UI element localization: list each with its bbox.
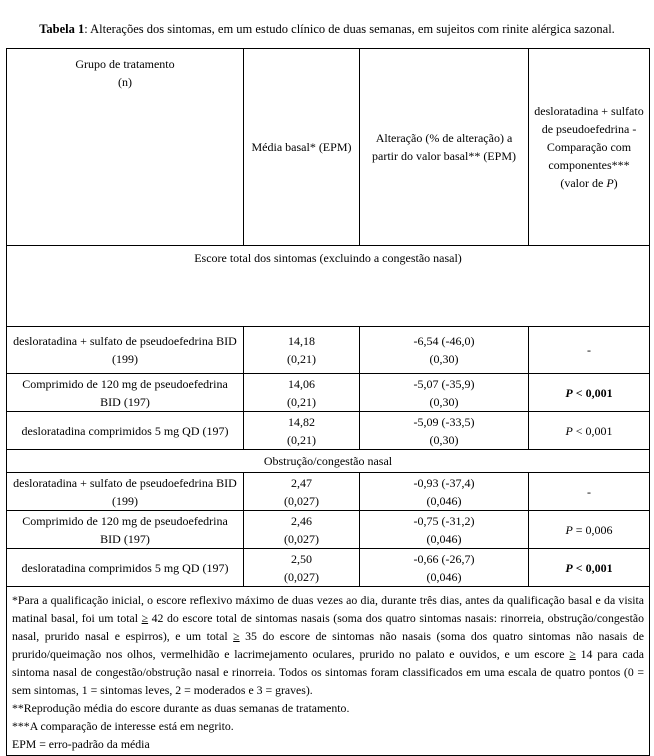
footnotes <box>7 587 650 756</box>
p-cell <box>529 549 650 587</box>
mean-value: 2,47 <box>291 475 312 490</box>
results-table <box>6 48 650 756</box>
notes-row <box>7 587 650 756</box>
change-value: -5,09 (-33,5) <box>413 414 475 429</box>
section-row <box>7 450 650 473</box>
change-value: -5,07 (-35,9) <box>413 376 475 391</box>
change-sem: (0,30) <box>429 352 459 366</box>
change-value: -0,75 (-31,2) <box>413 513 475 528</box>
footnote-1-ge: ≥ <box>569 647 576 661</box>
p-value: < 0,001 <box>572 423 613 438</box>
table-row <box>7 412 650 450</box>
footnote-1-d: 14 para cada sintoma nasal de congestão/obstrução nasal e rinorreia. Todos os sintomas foram classificados em uma escala de quatro pontos (0 = sem sintomas, 1 = sintomas leves, 2 = moderados e 3 = graves). <box>12 647 644 697</box>
change-cell <box>360 549 529 587</box>
mean-sem: (0,027) <box>284 531 319 546</box>
mean-cell <box>244 374 360 412</box>
group-cell: Comprimido de 120 mg de pseudoefedrina BID (197) <box>7 511 244 549</box>
header-comparison-p: P <box>606 176 614 190</box>
change-cell <box>360 327 529 374</box>
p-letter: P <box>565 560 573 575</box>
change-cell <box>360 374 529 412</box>
footnote-4: EPM = erro-padrão da média <box>12 737 150 751</box>
change-sem: (0,30) <box>429 394 459 409</box>
group-cell: desloratadina + sulfato de pseudoefedrina BID (199) <box>7 473 244 511</box>
mean-value: 14,18 <box>288 334 315 348</box>
table-row <box>7 327 650 374</box>
caption-label: Tabela 1 <box>39 22 85 36</box>
p-value: < 0,001 <box>572 560 613 575</box>
mean-cell <box>244 511 360 549</box>
group-cell: Comprimido de 120 mg de pseudoefedrina BID (197) <box>7 374 244 412</box>
p-cell: - <box>529 327 650 374</box>
header-group-n: (n) <box>118 75 132 89</box>
mean-sem: (0,027) <box>284 493 319 508</box>
header-comparison <box>529 49 650 246</box>
change-value: -0,93 (-37,4) <box>413 475 475 490</box>
group-cell: desloratadina + sulfato de pseudoefedrina BID (199) <box>7 327 244 374</box>
mean-cell <box>244 412 360 450</box>
mean-cell <box>244 327 360 374</box>
mean-value: 14,82 <box>288 414 315 429</box>
mean-sem: (0,21) <box>287 352 316 366</box>
p-cell <box>529 374 650 412</box>
change-sem: (0,046) <box>426 531 462 546</box>
p-letter: P <box>565 423 573 438</box>
change-value: -0,66 (-26,7) <box>413 551 475 566</box>
mean-sem: (0,21) <box>287 432 316 447</box>
header-comparison-close: ) <box>613 176 618 190</box>
caption-text: : Alterações dos sintomas, em um estudo clínico de duas semanas, em sujeitos com rinite alérgica sazonal. <box>84 22 615 36</box>
section-title: Escore total dos sintomas (excluindo a congestão nasal) <box>7 246 650 327</box>
change-sem: (0,046) <box>426 569 462 584</box>
group-cell: desloratadina comprimidos 5 mg QD (197) <box>7 549 244 587</box>
header-change: Alteração (% de alteração) a partir do valor basal** (EPM) <box>360 49 529 246</box>
mean-value: 14,06 <box>288 376 315 391</box>
mean-sem: (0,027) <box>284 569 319 584</box>
header-group-label: Grupo de tratamento <box>75 57 175 71</box>
table-row <box>7 374 650 412</box>
mean-value: 2,46 <box>291 513 312 528</box>
footnote-1-c: 35 do escore de sintomas não nasais (soma dos quatro sintomas não nasais de prurido/queimação nos olhos, vermelhidão e lacrimejamento oculares, prurido no palato e ouvidos, e um escore <box>12 629 644 661</box>
mean-value: 2,50 <box>291 551 312 566</box>
header-row <box>7 49 650 246</box>
change-value: -6,54 (-46,0) <box>413 334 475 348</box>
mean-cell <box>244 549 360 587</box>
header-group <box>7 49 244 246</box>
section-title: Obstrução/congestão nasal <box>7 450 650 473</box>
table-row <box>7 511 650 549</box>
change-cell <box>360 511 529 549</box>
table-row <box>7 473 650 511</box>
footnote-1-ge: ≥ <box>141 611 149 625</box>
footnote-1-ge: ≥ <box>233 629 240 643</box>
mean-sem: (0,21) <box>287 394 316 409</box>
mean-cell <box>244 473 360 511</box>
p-value: < 0,001 <box>572 385 613 400</box>
footnote-1-b: 42 do escore total de sintomas nasais (soma dos quatro sintomas nasais: rinorreia, obstrução/congestão nasal, prurido nasal e espirros), e um total <box>12 611 644 643</box>
table-row <box>7 549 650 587</box>
table-caption <box>0 22 654 37</box>
p-cell: - <box>529 473 650 511</box>
header-comparison-text: desloratadina + sulfato de pseudoefedrina - Comparação com componentes*** (valor de <box>534 104 644 190</box>
section-row <box>7 246 650 327</box>
change-sem: (0,30) <box>429 432 459 447</box>
footnote-3: ***A comparação de interesse está em negrito. <box>12 719 234 733</box>
p-letter: P <box>565 522 573 537</box>
group-cell: desloratadina comprimidos 5 mg QD (197) <box>7 412 244 450</box>
footnote-1-a: *Para a qualificação inicial, o escore reflexivo máximo de duas vezes ao dia, durante três dias, antes da qualificação basal e da visita matinal basal, foi um total <box>12 593 644 625</box>
p-cell <box>529 511 650 549</box>
header-mean: Média basal* (EPM) <box>244 49 360 246</box>
change-sem: (0,046) <box>426 493 462 508</box>
change-cell <box>360 412 529 450</box>
p-value: = 0,006 <box>572 522 613 537</box>
p-letter: P <box>565 385 573 400</box>
footnote-2: **Reprodução média do escore durante as duas semanas de tratamento. <box>12 701 350 715</box>
change-cell <box>360 473 529 511</box>
p-cell <box>529 412 650 450</box>
footnote-1 <box>12 591 644 699</box>
